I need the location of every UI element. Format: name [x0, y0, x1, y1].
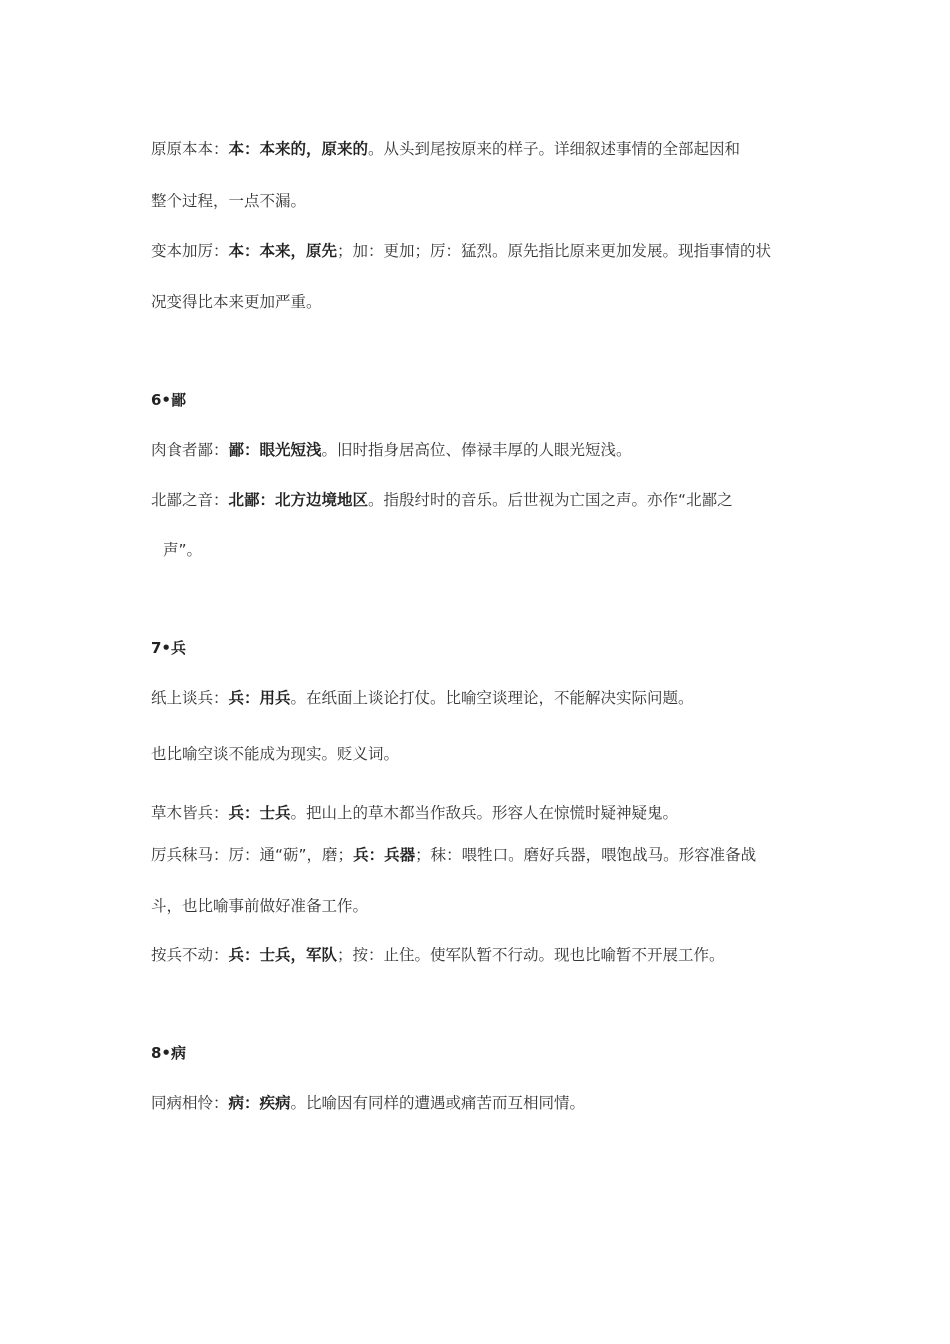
entry-continuation: 整个过程，一点不漏。 [151, 192, 307, 210]
entry-definition: 。比喻因有同样的遭遇或痛苦而互相同情。 [290, 1094, 586, 1112]
entry-term: 同病相怜： [151, 1094, 229, 1112]
entry-gloss: 本：本来，原先 [228, 242, 338, 260]
entry-beibizhiyin [151, 489, 811, 511]
entry-gloss: 北鄙：北方边境地区 [228, 491, 369, 509]
entry-definition: 。指殷纣时的音乐。后世视为亡国之声。亦作“北鄙之 [368, 491, 733, 509]
entry-term: 按兵不动： [151, 946, 229, 964]
entry-gloss: 兵：用兵 [228, 689, 291, 707]
entry-tongbingxianglian [151, 1092, 811, 1114]
entry-gloss: 鄙：眼光短浅 [228, 441, 322, 459]
entry-term: 草木皆兵： [151, 804, 229, 822]
entry-continuation: 声”。 [163, 541, 203, 559]
entry-term: 原原本本： [151, 140, 229, 158]
section-heading: 7•兵 [151, 639, 187, 657]
entry-anbingbudong [151, 944, 811, 966]
entry-gloss: 兵：士兵，军队 [228, 946, 338, 964]
entry-definition: ；加：更加；厉：猛烈。原先指比原来更加发展。现指事情的状 [337, 242, 772, 260]
entry-continuation: 斗，也比喻事前做好准备工作。 [151, 897, 369, 915]
entry-term: 北鄙之音： [151, 491, 229, 509]
section-heading: 8•病 [151, 1044, 187, 1062]
entry-definition: 。从头到尾按原来的样子。详细叙述事情的全部起因和 [368, 140, 741, 158]
entry-term: 厉兵秣马：厉：通“砺”，磨； [151, 846, 354, 864]
entry-libingmoma [151, 844, 811, 866]
entry-term: 肉食者鄙： [151, 441, 229, 459]
entry-term: 纸上谈兵： [151, 689, 229, 707]
entry-definition: ；秣：喂牲口。磨好兵器，喂饱战马。形容准备战 [415, 846, 757, 864]
entry-definition: 。在纸面上谈论打仗。比喻空谈理论，不能解决实际问题。 [290, 689, 694, 707]
entry-caomujiebing [151, 802, 811, 824]
entry-gloss: 病：疾病 [228, 1094, 291, 1112]
entry-roushizhebi [151, 439, 811, 461]
entry-bianbenjiali [151, 240, 811, 262]
entry-gloss: 兵：士兵 [228, 804, 291, 822]
entry-continuation: 也比喻空谈不能成为现实。贬义词。 [151, 745, 400, 763]
entry-gloss: 兵：兵器 [353, 846, 416, 864]
entry-yuanyuanbenben [151, 138, 811, 160]
entry-definition: 。旧时指身居高位、俸禄丰厚的人眼光短浅。 [321, 441, 632, 459]
entry-continuation: 况变得比本来更加严重。 [151, 293, 322, 311]
entry-definition: 。把山上的草木都当作敌兵。形容人在惊慌时疑神疑鬼。 [290, 804, 679, 822]
entry-definition: ；按：止住。使军队暂不行动。现也比喻暂不开展工作。 [337, 946, 725, 964]
section-heading: 6•鄙 [151, 391, 187, 409]
entry-zhishangtanbing [151, 687, 811, 709]
entry-term: 变本加厉： [151, 242, 229, 260]
entry-gloss: 本：本来的，原来的 [228, 140, 369, 158]
